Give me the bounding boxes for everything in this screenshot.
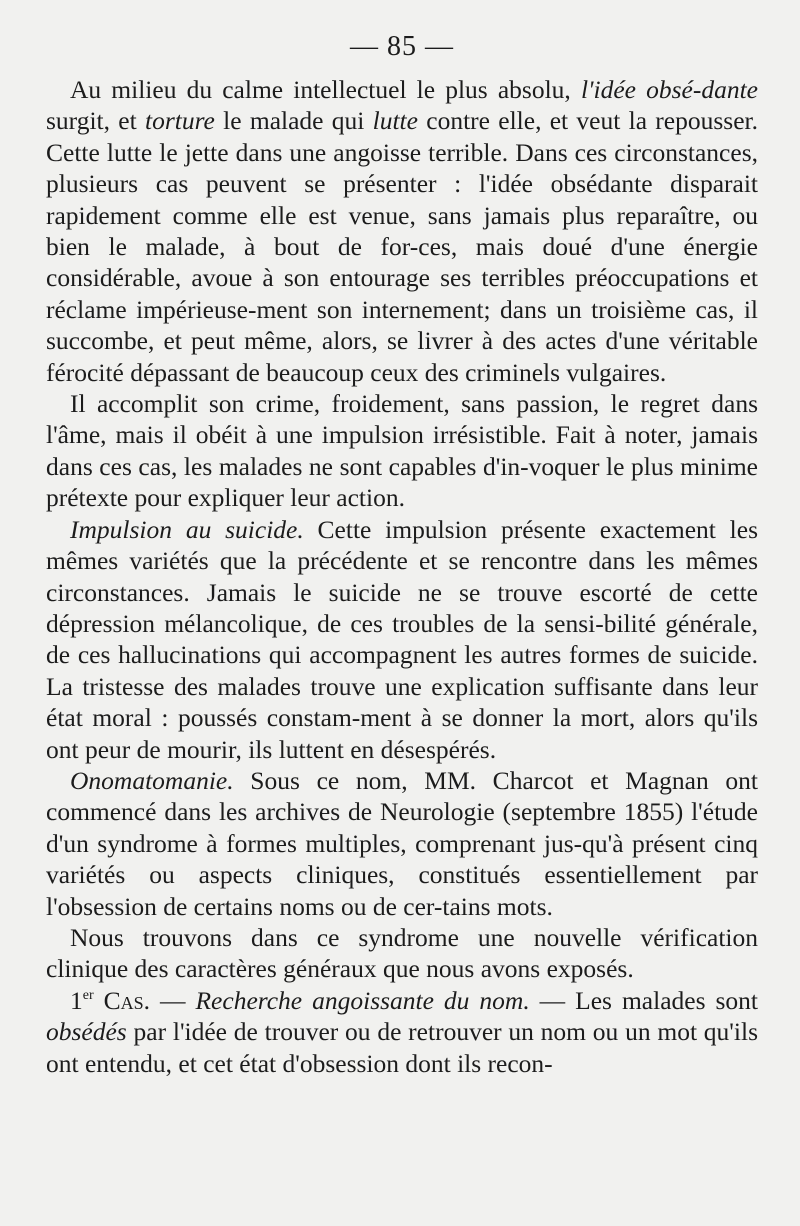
p3-text: Cette impulsion présente exactement les mêmes variétés que la précédente et se rencontre dans les mêmes circonstances. Jamais le suicide ne se trouve escorté de cette dépression mélancolique, de ces troubles de la sensi-bilité générale, de ces hallucinations qui accompagnent les autres formes de suicide. La tristesse des malades trouve une explication suffisante dans leur état moral : poussés constam-ment à se donner la mort, alors qu'ils ont peur de mourir, ils luttent en désespérés. [46, 514, 758, 764]
p1-text-a: Au milieu du calme intellectuel le plus absolu, [70, 75, 581, 104]
paragraph-crime [46, 388, 758, 514]
p6-dash2: — Les malades sont [529, 985, 758, 1015]
p6-obsedes: obsédés [46, 1017, 127, 1047]
p1-torture: torture [144, 106, 215, 136]
paragraph-syndrome [46, 922, 758, 985]
p6-num: 1 [70, 985, 83, 1015]
p6-text: par l'idée de trouver ou de retrouver un nom ou un mot qu'ils ont entendu, et cet état d'obsession dont ils recon- [46, 1017, 758, 1078]
p1-text-c: surgit, et [46, 106, 145, 136]
body-text [46, 74, 758, 1079]
p5-text: Nous trouvons dans ce syndrome une nouvelle vérification clinique des caractères généraux que nous avons exposés. [46, 922, 758, 984]
p6-dash1: — [150, 985, 196, 1015]
p1-idee-obsedante: l'idée obsé-dante [580, 75, 758, 104]
p1-text-e: le malade qui [214, 106, 373, 136]
p2-text: Il accomplit son crime, froidement, sans passion, le regret dans l'âme, mais il obéit à une impulsion irrésistible. Fait à noter, jamais dans ces cas, les malades ne sont capables d'in-voquer le plus minime prétexte pour expliquer leur action. [46, 389, 758, 513]
paragraph-first-case [46, 985, 758, 1079]
page-number: — 85 — [350, 31, 454, 62]
p1-lutte: lutte [372, 106, 418, 136]
p1-text-g: contre elle, et veut la repousser. Cette lutte le jette dans une angoisse terrible. Dans ces circonstances, plusieurs cas peuvent se présenter : l'idée obsédante disparait rapidement comme elle est venue, sans jamais plus reparaître, ou bien le malade, à bout de for-ces, mais doué d'une énergie considérable, avoue à son entourage ses terribles préoccupations et réclame impérieuse-ment son internement; dans un troisième cas, il succombe, et peut même, alors, se livrer à des actes d'une véritable férocité dépassant de beaucoup ceux des criminels vulgaires. [46, 106, 758, 387]
p3-title: Impulsion au suicide. [70, 514, 304, 544]
p6-sup: er [82, 987, 94, 1003]
paragraph-suicide-impulse [46, 514, 758, 765]
paragraph-onomatomania [46, 765, 758, 922]
p6-cas: Cas. [93, 985, 151, 1015]
paragraph-obsessive-idea [46, 74, 758, 388]
p4-title: Onomatomanie. [70, 765, 234, 795]
p4-text: Sous ce nom, MM. Charcot et Magnan ont commencé dans les archives de Neurologie (septembre 1855) l'étude d'un syndrome à formes multiples, comprenant jus-qu'à présent cinq variétés ou aspects cliniques, constitués essentiellement par l'obsession de certains noms ou de cer-tains mots. [46, 765, 758, 921]
p6-title: Recherche angoissante du nom. [195, 985, 530, 1015]
